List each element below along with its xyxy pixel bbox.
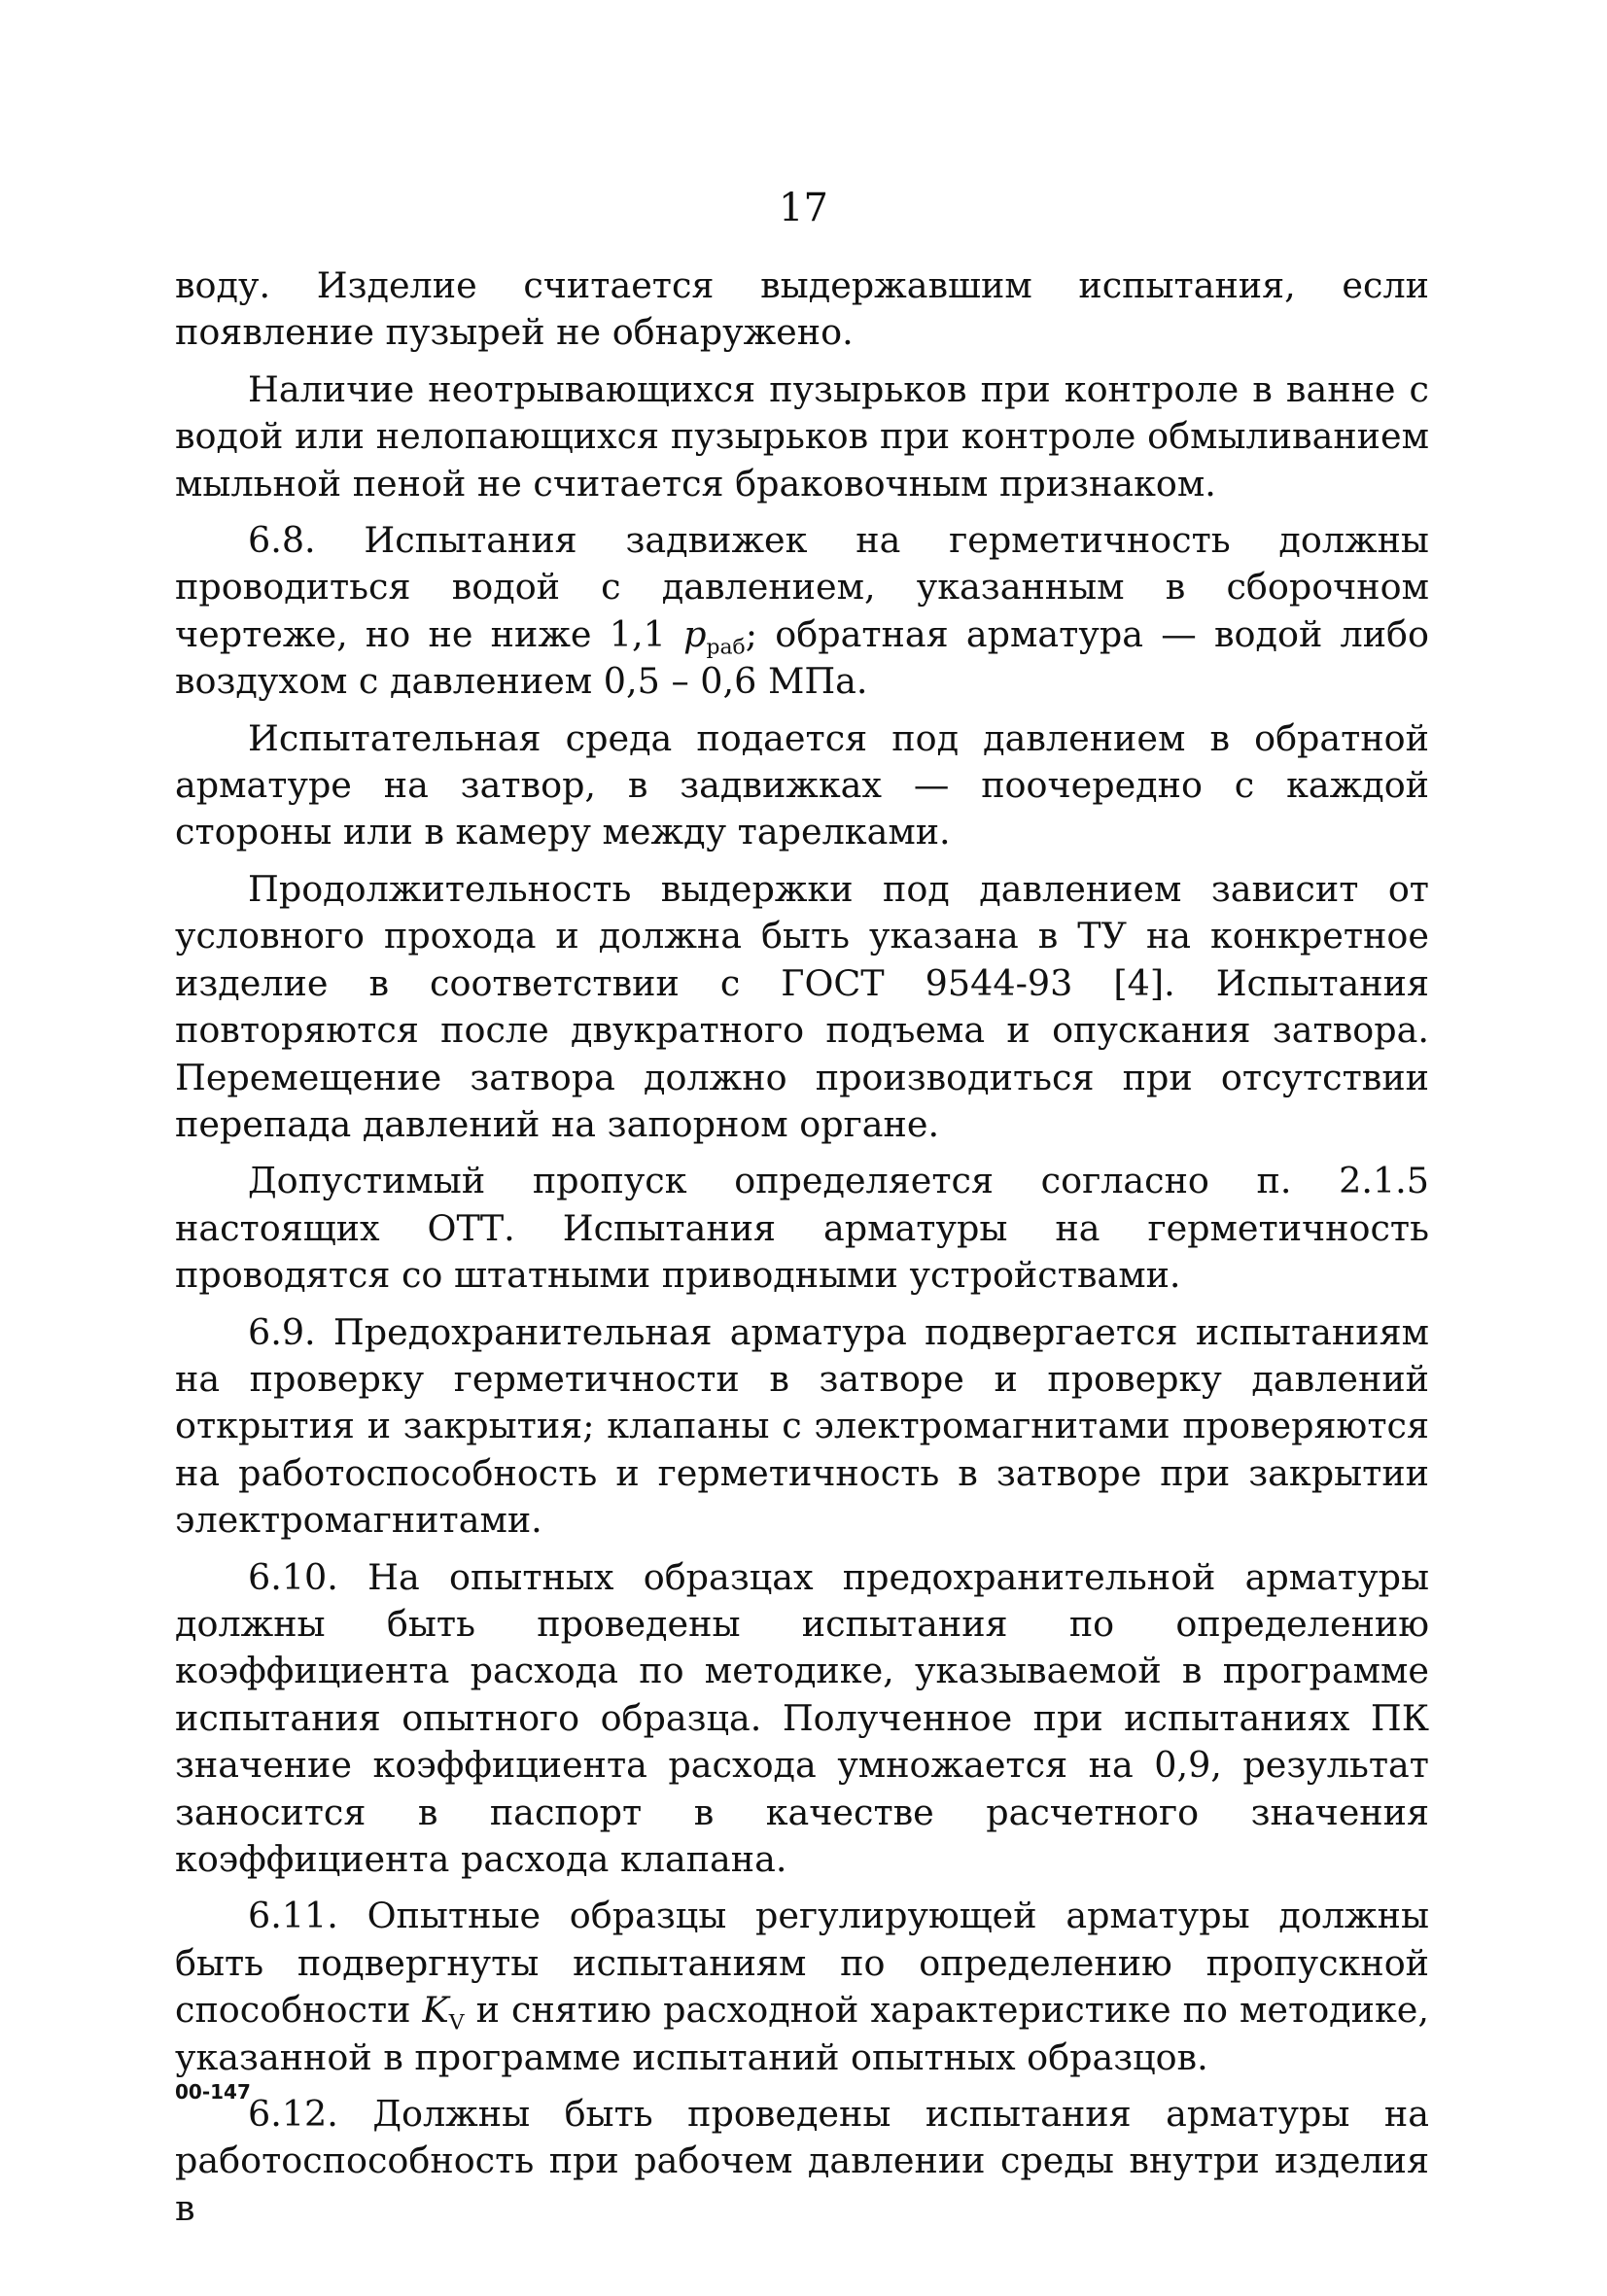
flow-capacity-subscript: V [448, 2010, 465, 2035]
paragraph-6-8 [175, 517, 1429, 706]
paragraph-6-10: 6.10. На опытных образцах предохранительной арматуры должны быть проведены испытания по определению коэффициента расхода по методике, указываемой в программе испытания опытного образца. Полученное при испытаниях ПК значение коэффициента расхода умножается на 0,9, результат заносится в паспорт в качестве расчетного значения коэффициента расхода клапана. [175, 1555, 1429, 1880]
paragraph-test-medium: Испытательная среда подается под давлением в обратной арматуре на затвор, в задвижках — поочередно с каждой стороны или в камеру между тарелками. [175, 716, 1429, 853]
paragraph-6-12: 6.12. Должны быть проведены испытания арматуры на работоспособность при рабочем давлении среды внутри изделия в [175, 2093, 1429, 2229]
paragraph-6-11-text-before: 6.11. Опытные образцы регулирующей арматуры должны быть подвергнуты испытаниям по определению пропускной способности [175, 1895, 1429, 2032]
paragraph-6-8-text-before: 6.8. Испытания задвижек на герметичность должны проводиться водой с давлением, указанным в сборочном чертеже, но не ниже 1,1 [175, 519, 1429, 655]
body-text [175, 262, 1429, 2242]
footer-code: 00-147 [175, 2080, 251, 2104]
pressure-subscript: раб [706, 635, 746, 660]
paragraph-continuation: воду. Изделие считается выдержавшим испытания, если появление пузырей не обнаружено. [175, 264, 1429, 354]
paragraph-allowed-leak: Допустимый пропуск определяется согласно п. 2.1.5 настоящих ОТТ. Испытания арматуры на герметичность проводятся со штатными приводными устройствами. [175, 1160, 1429, 1297]
paragraph-6-8-text-after: ; обратная арматура — водой либо воздухом с давлением 0,5 – 0,6 МПа. [175, 612, 1430, 703]
paragraph-hold-duration: Продолжительность выдержки под давлением зависит от условного прохода и должна быть указана в ТУ на конкретное изделие в соответствии с ГОСТ 9544-93 [4]. Испытания повторяются после двукратного подъема и опускания затвора. Перемещение затвора должно производиться при отсутствии перепада давлений на запорном органе. [175, 867, 1429, 1145]
page-number: 17 [779, 186, 828, 230]
flow-capacity-symbol: K [422, 1989, 449, 2032]
paragraph-bubbles-note: Наличие неотрывающихся пузырьков при контроле в ванне с водой или нелопающихся пузырьков при контроле обмыливанием мыльной пеной не считается браковочным признаком. [175, 367, 1429, 504]
paragraph-6-11 [175, 1893, 1429, 2081]
paragraph-6-11-text-after: и снятию расходной характеристике по методике, указанной в программе испытаний опытных образцов. [175, 1989, 1429, 2078]
pressure-symbol: p [683, 612, 707, 655]
paragraph-6-9: 6.9. Предохранительная арматура подвергается испытаниям на проверку герметичности в затворе и проверку давлений открытия и закрытия; клапаны с электромагнитами проверяются на работоспособность и герметичность в затворе при закрытии электромагнитами. [175, 1310, 1429, 1542]
